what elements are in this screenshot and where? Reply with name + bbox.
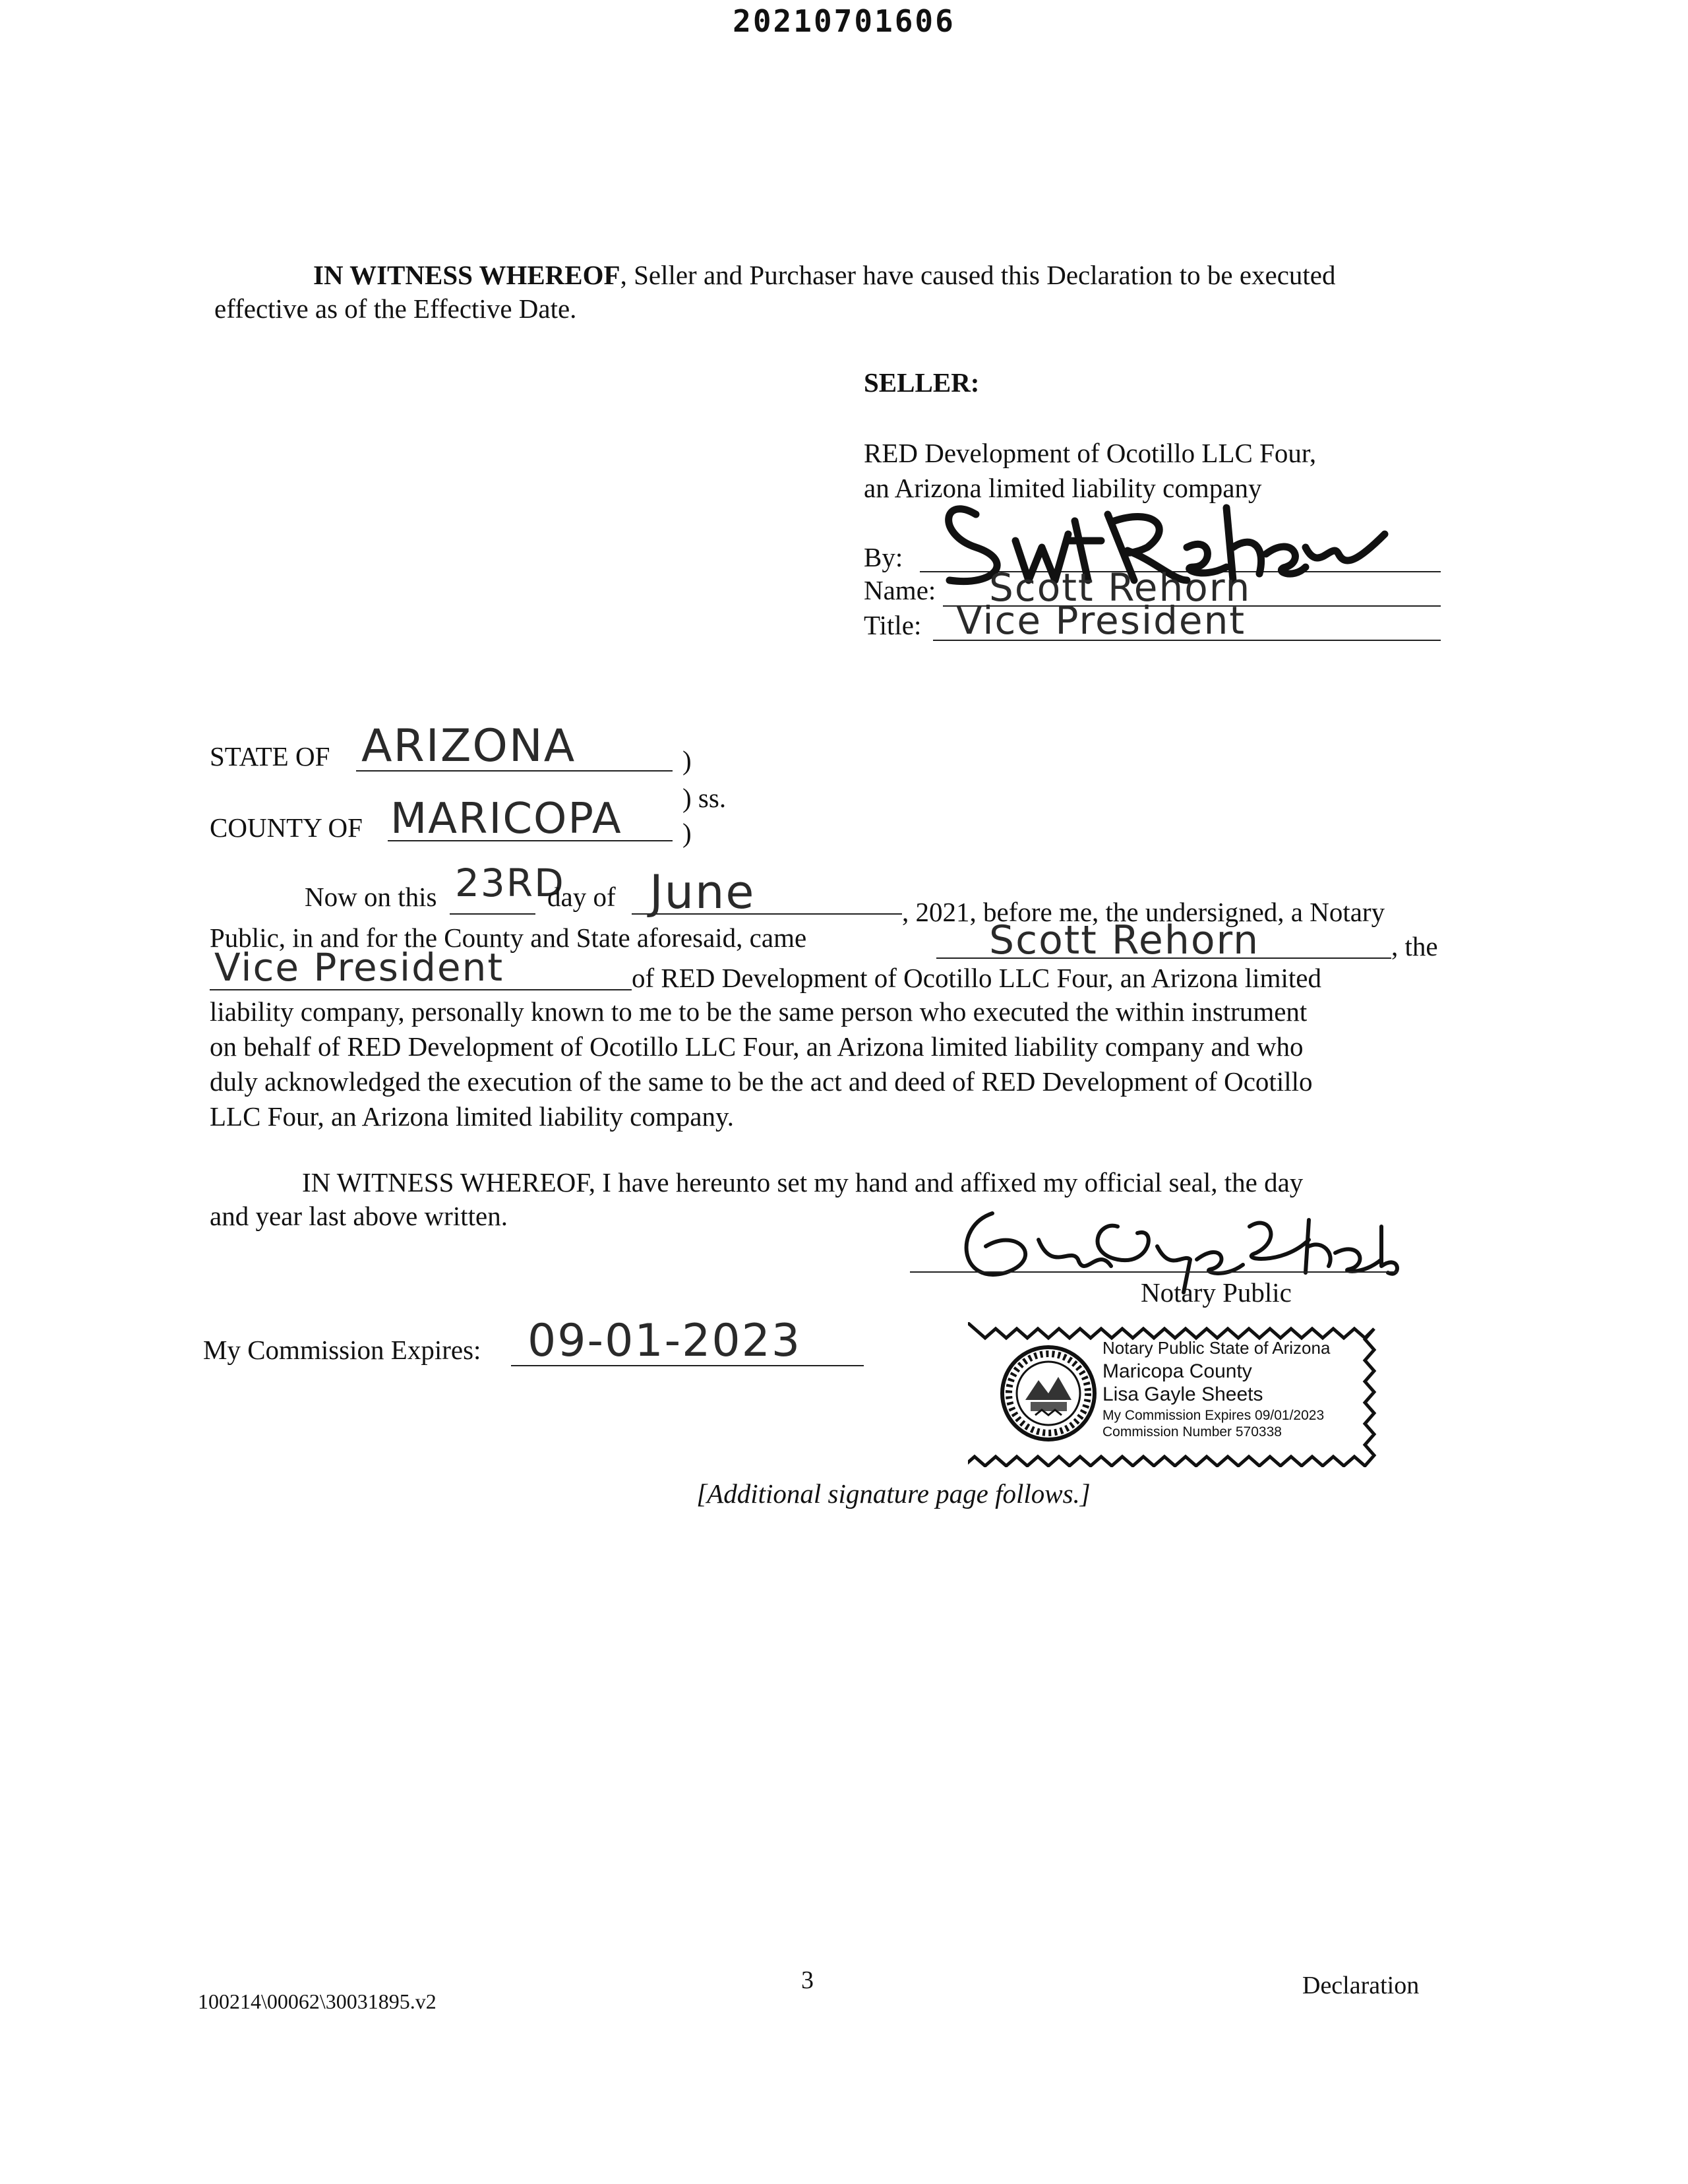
ss-label: ) ss.	[682, 783, 727, 813]
commission-label: My Commission Expires:	[203, 1335, 481, 1365]
record-number: 20210701606	[733, 3, 955, 39]
seller-heading: SELLER:	[864, 367, 980, 398]
ack-line5: on behalf of RED Development of Ocotillo LLC Four, an Arizona limited liability company and who	[210, 1031, 1304, 1062]
witness-text-line2: effective as of the Effective Date.	[214, 293, 577, 324]
by-label: By:	[864, 542, 903, 572]
ack-line2-start: Public, in and for the County and State aforesaid, came	[210, 923, 807, 953]
ack-day-value: 23RD	[455, 861, 565, 905]
ack-now-on-this: Now on this	[305, 882, 437, 912]
seller-company-line2: an Arizona limited liability company	[864, 473, 1262, 503]
seal-line5: Commission Number 570338	[1102, 1424, 1282, 1440]
doc-label: Declaration	[1302, 1972, 1420, 1999]
seal-line3: Lisa Gayle Sheets	[1102, 1383, 1263, 1405]
ack-body	[210, 994, 1443, 1134]
seller-name-value: Scott Rehorn	[989, 565, 1251, 610]
seal-line2: Maricopa County	[1102, 1360, 1252, 1382]
commission-value: 09-01-2023	[528, 1315, 802, 1367]
state-value: ARIZONA	[361, 720, 576, 772]
name-label: Name:	[864, 575, 936, 605]
seal-line4: My Commission Expires 09/01/2023	[1102, 1408, 1325, 1423]
ack-line2-end: , the	[1391, 931, 1438, 961]
additional-signature-note: [Additional signature page follows.]	[696, 1478, 1091, 1509]
ack-line3-end: of RED Development of Ocotillo LLC Four, an Arizona limited	[632, 963, 1321, 993]
witness-text-line1: , Seller and Purchaser have caused this Declaration to be executed	[620, 260, 1336, 290]
ack-person-value: Scott Rehorn	[989, 917, 1260, 963]
ack-line4: liability company, personally known to me to be the same person who executed the within instrument	[210, 996, 1308, 1027]
ack-title-value: Vice President	[214, 945, 504, 990]
notary-signature-line	[910, 1271, 1398, 1273]
state-label: STATE OF	[210, 741, 330, 772]
seal-line1: Notary Public State of Arizona	[1102, 1338, 1331, 1358]
state-paren: )	[682, 745, 692, 775]
ack-day-of: day of	[547, 882, 616, 912]
county-paren: )	[682, 818, 692, 848]
notary-witness-line1: IN WITNESS WHEREOF, I have hereunto set my hand and affixed my official seal, the day	[302, 1167, 1304, 1198]
ack-line7: LLC Four, an Arizona limited liability company.	[210, 1101, 735, 1132]
page-number: 3	[801, 1966, 814, 1994]
ack-line6: duly acknowledged the execution of the same to be the act and deed of RED Development of Ocotillo	[210, 1066, 1313, 1097]
witness-bold-lead: IN WITNESS WHEREOF	[313, 260, 620, 290]
title-label: Title:	[864, 610, 922, 640]
county-value: MARICOPA	[390, 795, 622, 843]
witness-clause	[214, 258, 1447, 326]
seller-company-line1: RED Development of Ocotillo LLC Four,	[864, 438, 1317, 468]
ack-day-line	[450, 913, 535, 915]
county-label: COUNTY OF	[210, 812, 363, 843]
notary-witness-line2: and year last above written.	[210, 1201, 508, 1232]
doc-id: 100214\00062\30031895.v2	[198, 1989, 437, 2013]
seller-title-value: Vice President	[956, 598, 1246, 643]
ack-month-value: June	[649, 865, 756, 919]
arizona-seal-icon	[999, 1344, 1098, 1443]
notary-public-label: Notary Public	[1141, 1277, 1292, 1308]
ack-rest-line1: , 2021, before me, the undersigned, a Notary	[902, 897, 1385, 927]
